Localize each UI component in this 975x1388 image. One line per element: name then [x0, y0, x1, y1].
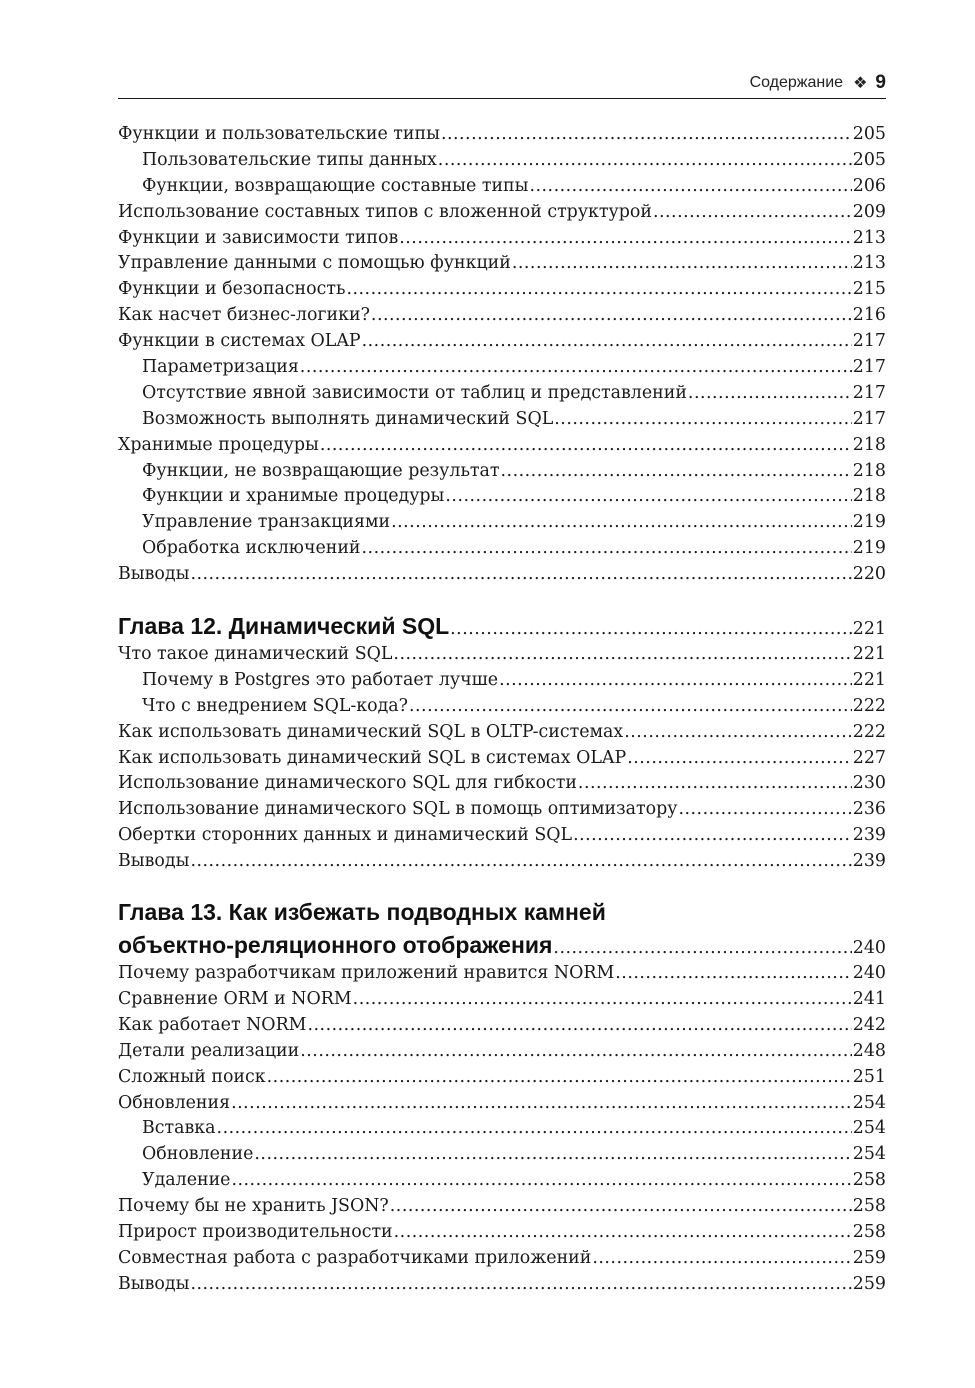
toc-entry-title: Выводы [118, 564, 190, 585]
toc-entry-title: Сравнение ORM и NORM [118, 988, 352, 1009]
toc-entry-title: Детали реализации [118, 1040, 300, 1061]
toc-entry-page: 254 [852, 1144, 886, 1165]
leader-dots [231, 1091, 852, 1117]
toc-entry-page: 220 [852, 564, 886, 585]
toc-entry-title: Использование составных типов с вложенной структурой [118, 201, 652, 222]
leader-dots [501, 459, 852, 485]
toc-entry-page: 251 [852, 1066, 886, 1087]
toc-entry-page: 206 [852, 175, 886, 196]
chapter-12-title: Глава 12. Динамический SQL [118, 613, 450, 640]
toc-entry[interactable] [118, 1142, 886, 1168]
toc-entry[interactable] [118, 1220, 886, 1246]
toc-entry-page: 218 [852, 434, 886, 455]
leader-dots [529, 174, 851, 200]
leader-dots [394, 1220, 852, 1246]
toc-entry-page: 222 [852, 695, 886, 716]
chapter-12-page: 221 [852, 619, 886, 640]
toc-entry-page: 217 [852, 357, 886, 378]
toc-entry-title: Почему бы не хранить JSON? [118, 1196, 389, 1217]
toc-entry-page: 236 [852, 799, 886, 820]
toc-entry-page: 259 [852, 1273, 886, 1294]
toc-entry-title: Как работает NORM [118, 1014, 307, 1035]
toc-entry[interactable] [118, 562, 886, 588]
toc-entry[interactable] [118, 961, 886, 987]
toc-entry[interactable] [118, 433, 886, 459]
toc-entry[interactable] [118, 642, 886, 668]
leader-dots [512, 251, 852, 277]
toc-entry-page: 242 [852, 1014, 886, 1035]
toc-entry[interactable] [118, 226, 886, 252]
running-header [118, 68, 886, 99]
toc-entry-title: Функции и безопасность [118, 279, 346, 300]
toc-entry[interactable] [118, 849, 886, 875]
toc-entry[interactable] [118, 987, 886, 1013]
leader-dots [615, 961, 852, 987]
toc-entry-title: Обработка исключений [142, 538, 361, 559]
toc-entry-title: Управление данными с помощью функций [118, 253, 511, 274]
toc-entry-title: Совместная работа с разработчиками приложений [118, 1247, 592, 1268]
toc-entry-page: 218 [852, 486, 886, 507]
toc-entry[interactable] [118, 1272, 886, 1298]
toc-entry-page: 230 [852, 773, 886, 794]
leader-dots [499, 668, 852, 694]
toc-entry[interactable] [118, 329, 886, 355]
toc-entry-title: Управление транзакциями [142, 512, 391, 533]
leader-dots [627, 746, 852, 772]
leader-dots [190, 562, 851, 588]
leader-dots [307, 1013, 851, 1039]
toc-entry[interactable] [118, 694, 886, 720]
toc-entry[interactable] [118, 381, 886, 407]
leader-dots [362, 329, 852, 355]
leader-dots [390, 1194, 852, 1220]
toc-entry[interactable] [118, 746, 886, 772]
leader-dots [300, 355, 852, 381]
leader-dots [300, 1039, 852, 1065]
toc-entry-title: Как насчет бизнес-логики? [118, 305, 370, 326]
leader-dots [346, 277, 851, 303]
toc-block-chapter11 [118, 122, 886, 588]
toc-entry[interactable] [118, 459, 886, 485]
toc-entry-page: 227 [852, 747, 886, 768]
toc-entry-title: Обновление [142, 1144, 254, 1165]
toc-entry-title: Возможность выполнять динамический SQL [142, 408, 554, 429]
leader-dots [688, 381, 852, 407]
toc-entry-title: Функции и пользовательские типы [118, 124, 440, 144]
leader-dots [320, 433, 852, 459]
toc-entry-title: Удаление [142, 1170, 231, 1191]
toc-entry-title: Использование динамического SQL для гибкости [118, 773, 577, 794]
toc-entry-page: 254 [852, 1092, 886, 1113]
toc-entry-page: 239 [852, 825, 886, 846]
toc-entry-page: 219 [852, 512, 886, 533]
toc-entry-page: 216 [852, 305, 886, 326]
toc-entry-title: Обертки сторонних данных и динамический SQL [118, 825, 573, 846]
toc-entry-page: 258 [852, 1196, 886, 1217]
toc-entry-page: 240 [852, 963, 886, 984]
toc-entry-page: 222 [852, 721, 886, 742]
toc-entry[interactable] [118, 174, 886, 200]
toc-entry-page: 241 [852, 988, 886, 1009]
chapter-13-heading[interactable] [118, 929, 886, 961]
toc-entry[interactable] [118, 484, 886, 510]
leader-dots [553, 932, 851, 964]
toc-entry[interactable] [118, 303, 886, 329]
leader-dots [441, 122, 852, 148]
leader-dots [371, 303, 852, 329]
toc-entry-page: 209 [852, 201, 886, 222]
leader-dots [678, 797, 851, 823]
leader-dots [231, 1168, 851, 1194]
toc-entry-page: 217 [852, 382, 886, 403]
toc-entry-page: 259 [852, 1247, 886, 1268]
toc-entry-page: 221 [852, 644, 886, 665]
leader-dots [573, 823, 852, 849]
toc-entry[interactable] [118, 510, 886, 536]
toc-entry-page: 218 [852, 460, 886, 481]
toc-entry[interactable] [118, 1065, 886, 1091]
toc-entry[interactable] [118, 1039, 886, 1065]
toc-entry[interactable] [118, 1168, 886, 1194]
table-of-contents [118, 122, 886, 1298]
toc-entry[interactable] [118, 1013, 886, 1039]
toc-entry-title: Почему разработчикам приложений нравится NORM [118, 963, 615, 984]
leader-dots [391, 510, 852, 536]
toc-entry[interactable] [118, 148, 886, 174]
toc-entry-page: 213 [852, 253, 886, 274]
leader-dots [217, 1116, 852, 1142]
leader-dots [254, 1142, 851, 1168]
toc-entry-title: Что такое динамический SQL [118, 644, 393, 665]
toc-entry-title: Что с внедрением SQL-кода? [142, 695, 408, 716]
toc-entry-page: 258 [852, 1221, 886, 1242]
toc-entry[interactable] [118, 122, 886, 148]
toc-entry[interactable] [118, 797, 886, 823]
leader-dots [445, 484, 851, 510]
toc-entry[interactable] [118, 1194, 886, 1220]
toc-entry-title: Пользовательские типы данных [142, 149, 437, 170]
chapter-13-page: 240 [852, 938, 886, 959]
toc-entry-title: Выводы [118, 1273, 190, 1294]
toc-entry-page: 254 [852, 1118, 886, 1139]
chapter-13-title-line1: Глава 13. Как избежать подводных камней [118, 899, 606, 926]
leader-dots [409, 694, 852, 720]
toc-entry-page: 217 [852, 331, 886, 352]
toc-entry[interactable] [118, 1246, 886, 1272]
chapter-12-heading[interactable] [118, 610, 886, 642]
leader-dots [190, 1272, 851, 1298]
ornament-icon: ❖ [853, 75, 868, 92]
toc-entry-title: Функции, не возвращающие результат [142, 460, 500, 481]
toc-entry[interactable] [118, 771, 886, 797]
toc-entry-title: Вставка [142, 1118, 216, 1139]
leader-dots [267, 1065, 852, 1091]
leader-dots [554, 407, 852, 433]
toc-entry[interactable] [118, 251, 886, 277]
toc-entry[interactable] [118, 355, 886, 381]
toc-entry[interactable] [118, 1091, 886, 1117]
toc-entry-page: 205 [852, 124, 886, 144]
page-number: 9 [875, 72, 886, 93]
section-title: Содержание [749, 74, 844, 91]
leader-dots [393, 642, 851, 668]
toc-entry-page: 239 [852, 851, 886, 872]
toc-entry-title: Обновления [118, 1092, 231, 1113]
leader-dots [450, 613, 852, 645]
toc-entry[interactable] [118, 720, 886, 746]
toc-entry-title: Выводы [118, 851, 190, 872]
toc-entry-title: Как использовать динамический SQL в системах OLAP [118, 747, 627, 768]
toc-entry[interactable] [118, 407, 886, 433]
toc-entry[interactable] [118, 277, 886, 303]
leader-dots [399, 226, 852, 252]
toc-entry[interactable] [118, 1116, 886, 1142]
toc-entry[interactable] [118, 668, 886, 694]
toc-entry-title: Параметризация [142, 357, 299, 378]
leader-dots [353, 987, 852, 1013]
toc-entry-title: Как использовать динамический SQL в OLTP-системах [118, 721, 624, 742]
toc-block-chapter12 [118, 642, 886, 875]
toc-entry-page: 205 [852, 149, 886, 170]
leader-dots [653, 200, 852, 226]
toc-entry-page: 213 [852, 227, 886, 248]
toc-entry-page: 258 [852, 1170, 886, 1191]
toc-entry-page: 217 [852, 408, 886, 429]
toc-entry-title: Функции и хранимые процедуры [142, 486, 445, 507]
toc-entry-title: Почему в Postgres это работает лучше [142, 669, 499, 690]
leader-dots [592, 1246, 851, 1272]
toc-entry[interactable] [118, 200, 886, 226]
toc-entry-title: Сложный поиск [118, 1066, 266, 1087]
toc-entry-title: Функции в системах OLAP [118, 331, 361, 352]
toc-entry-title: Функции, возвращающие составные типы [142, 175, 529, 196]
leader-dots [190, 849, 851, 875]
toc-entry-page: 248 [852, 1040, 886, 1061]
chapter-13-title-line2: объектно-реляционного отображения [118, 932, 553, 959]
leader-dots [438, 148, 852, 174]
toc-entry-page: 219 [852, 538, 886, 559]
leader-dots [624, 720, 852, 746]
toc-entry[interactable] [118, 823, 886, 849]
toc-entry-title: Хранимые процедуры [118, 434, 319, 455]
leader-dots [362, 536, 852, 562]
toc-block-chapter13 [118, 961, 886, 1298]
toc-entry-title: Отсутствие явной зависимости от таблиц и представлений [142, 382, 687, 403]
toc-entry-page: 221 [852, 669, 886, 690]
toc-entry[interactable] [118, 536, 886, 562]
toc-entry-title: Функции и зависимости типов [118, 227, 399, 248]
toc-entry-title: Прирост производительности [118, 1221, 393, 1242]
leader-dots [578, 771, 852, 797]
toc-entry-title: Использование динамического SQL в помощь оптимизатору [118, 799, 678, 820]
toc-entry-page: 215 [852, 279, 886, 300]
